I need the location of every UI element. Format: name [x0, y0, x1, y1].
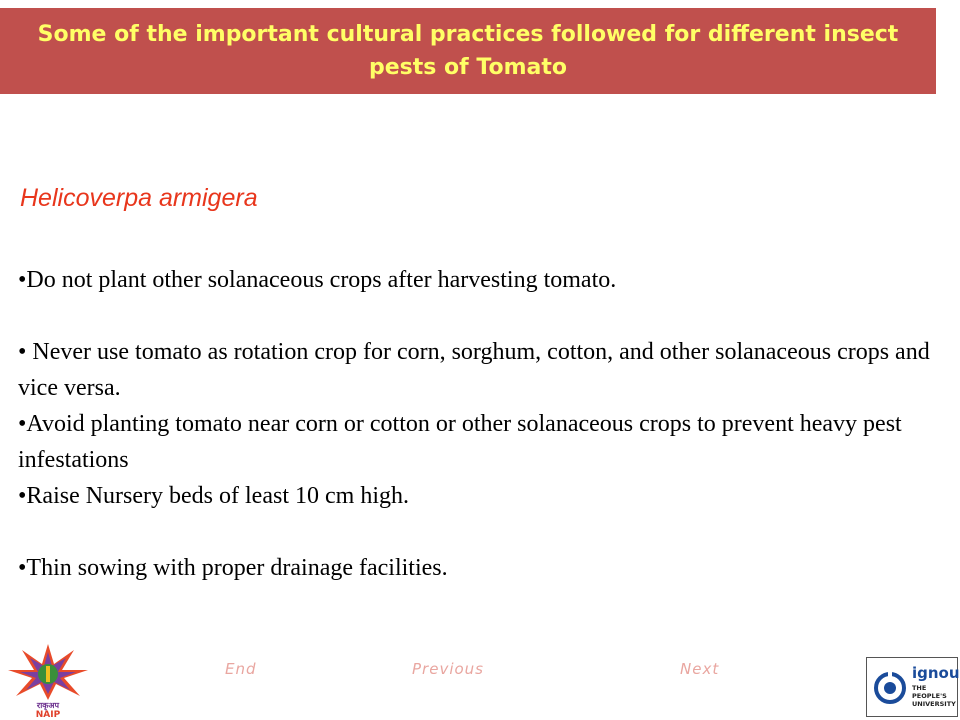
next-link[interactable]: Next: [680, 660, 720, 678]
spacer: [18, 514, 948, 550]
ignou-tagline-text: THE PEOPLE'S UNIVERSITY: [912, 684, 956, 708]
ignou-logo: [866, 657, 958, 717]
slide-title: Some of the important cultural practices followed for different insect pests of Tomato: [37, 22, 899, 80]
naip-logo: [4, 640, 92, 720]
naip-hindi-text: राकृअप: [36, 701, 60, 710]
bullet-item: •Thin sowing with proper drainage facilities.: [18, 555, 448, 581]
bullet-item: • Never use tomato as rotation crop for corn, sorghum, cotton, and other solanaceous crops and vice versa.: [18, 339, 930, 401]
naip-name-text: NAIP: [35, 710, 61, 720]
previous-link[interactable]: Previous: [412, 660, 484, 678]
ignou-name-text: ignou: [912, 664, 960, 682]
bullet-item: •Avoid planting tomato near corn or cotton or other solanaceous crops to prevent heavy pest infestations: [18, 411, 902, 473]
bullet-item: •Do not plant other solanaceous crops after harvesting tomato.: [18, 267, 617, 293]
title-banner: [0, 8, 936, 94]
ignou-emblem-icon: [872, 672, 908, 704]
naip-star-icon: [4, 640, 92, 702]
pest-name-subtitle: Helicoverpa armigera: [20, 184, 258, 212]
spacer: [18, 298, 948, 334]
bullet-item: •Raise Nursery beds of least 10 cm high.: [18, 483, 409, 509]
bullet-list: [18, 262, 948, 586]
end-link[interactable]: End: [225, 660, 257, 678]
